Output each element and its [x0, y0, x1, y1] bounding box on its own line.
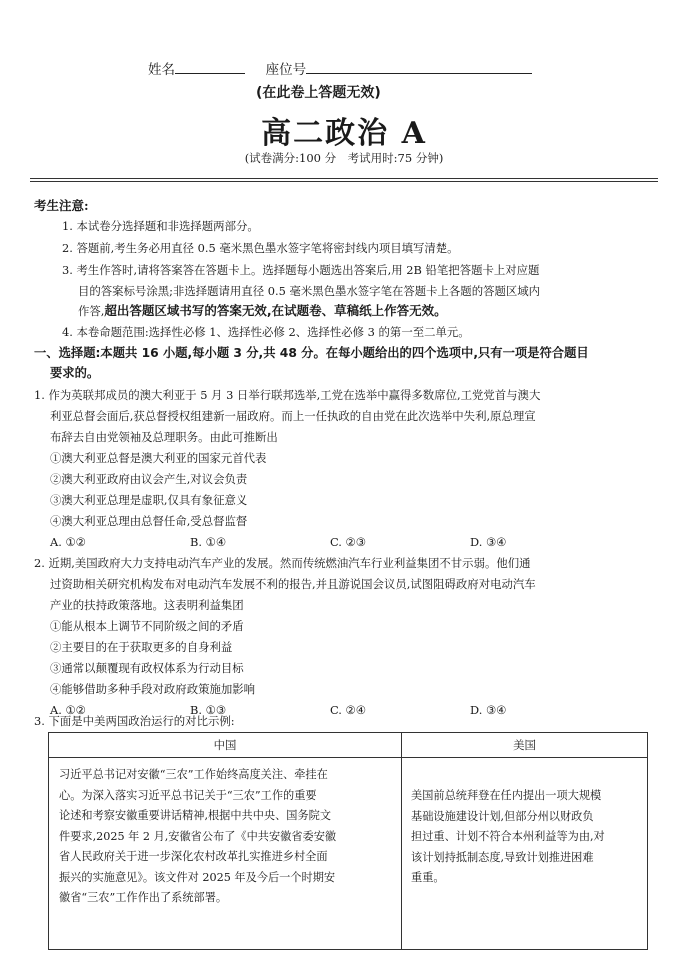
table-cell-line: 担过重、计划不符合本州利益等为由,对 — [411, 830, 605, 843]
question-stem: 产业的扶持政策落地。这表明利益集团 — [50, 598, 244, 612]
instruction-line: 2. 答题前,考生务必用直径 0.5 毫米黑色墨水签字笔将密封线内项目填写清楚。 — [62, 241, 459, 255]
table-cell-line: 心。为深入落实习近平总书记关于“三农”工作的重要 — [59, 788, 317, 802]
instructions-heading: 考生注意: — [34, 198, 89, 213]
question-stem: 过资助相关研究机构发布对电动汽车发展不利的报告,并且游说国会议员,试图阻碍政府对电动汽车 — [50, 577, 536, 591]
instruction-line: 目的答案标号涂黑;非选择题请用直径 0.5 毫米黑色墨水签字笔在答题卡上各题的答题区域内 — [78, 284, 541, 298]
table-cell-china — [59, 765, 399, 909]
table-header-usa: 美国 — [402, 733, 647, 758]
table-cell-usa — [411, 786, 643, 889]
question-stem: 利亚总督会面后,获总督授权组建新一届政府。而上一任执政的自由党在此次选举中失利,原总理宣 — [50, 409, 536, 423]
answer-notice: (在此卷上答题无效) — [256, 85, 381, 101]
question-item: ①澳大利亚总督是澳大利亚的国家元首代表 — [50, 451, 267, 465]
question-item: ④澳大利亚总理由总督任命,受总督监督 — [50, 514, 248, 528]
table-cell-line: 习近平总书记对安徽“三农”工作始终高度关注、牵挂在 — [59, 768, 328, 781]
question-stem: 布辞去自由党领袖及总理职务。由此可推断出 — [50, 430, 278, 444]
table-column-divider — [401, 733, 402, 949]
question-stem: 2. 近期,美国政府大力支持电动汽车产业的发展。然而传统燃油汽车行业利益集团不甘示弱。他们通 — [34, 556, 531, 570]
comparison-table — [48, 732, 648, 950]
table-cell-line: 件要求,2025 年 2 月,安徽省公布了《中共安徽省委安徽 — [59, 829, 337, 843]
question-item: ②澳大利亚政府由议会产生,对议会负责 — [50, 472, 248, 486]
question-item: ③通常以颠覆现有政权体系为行动目标 — [50, 661, 244, 675]
table-cell-line: 该计划持抵制态度,导致计划推进困难 — [411, 850, 594, 864]
option-d[interactable]: D. ③④ — [470, 535, 507, 549]
exam-info: (试卷满分:100 分 考试用时:75 分钟) — [244, 151, 444, 165]
question-item: ①能从根本上调节不同阶级之间的矛盾 — [50, 619, 244, 633]
seat-label: 座位号 — [265, 62, 307, 78]
instruction-line: 1. 本试卷分选择题和非选择题两部分。 — [62, 219, 259, 233]
header-rule-thick — [30, 178, 658, 179]
table-cell-line: 论述和考察安徽重要讲话精神,根据中共中央、国务院文 — [59, 809, 332, 822]
instruction-line: 3. 考生作答时,请将答案答在答题卡上。选择题每小题选出答案后,用 2B 铅笔把答题卡上对应题 — [62, 263, 540, 277]
instruction-line: 4. 本卷命题范围:选择性必修 1、选择性必修 2、选择性必修 3 的第一至二单元。 — [62, 325, 470, 339]
question-stem: 1. 作为英联邦成员的澳大利亚于 5 月 3 日举行联邦选举,工党在选举中赢得多数席位,工党党首与澳大 — [34, 388, 541, 402]
table-cell-line: 美国前总统拜登在任内提出一项大规模 — [411, 789, 602, 802]
option-d[interactable]: D. ③④ — [470, 703, 507, 717]
option-a[interactable]: A. ①② — [50, 703, 86, 717]
table-cell-line: 振兴的实施意见》。该文件对 2025 年及今后一个时期安 — [59, 870, 336, 884]
table-cell-line: 重重。 — [411, 871, 445, 884]
student-info-line — [148, 58, 532, 78]
bold-warning: 超出答题区域书写的答案无效,在试题卷、草稿纸上作答无效。 — [104, 303, 447, 318]
question-item: ③澳大利亚总理是虚职,仅具有象征意义 — [50, 493, 248, 507]
table-cell-line: 基础设施建设计划,但部分州以财政负 — [411, 809, 594, 823]
section-heading-cont: 要求的。 — [50, 366, 100, 380]
option-a[interactable]: A. ①② — [50, 535, 86, 549]
question-item: ④能够借助多种手段对政府政策施加影响 — [50, 682, 256, 696]
option-c[interactable]: C. ②③ — [330, 535, 366, 549]
section-heading: 一、选择题:本题共 16 小题,每小题 3 分,共 48 分。在每小题给出的四个选项中,只有一项是符合题目 — [34, 346, 589, 360]
option-b[interactable]: B. ①③ — [190, 703, 227, 717]
option-c[interactable]: C. ②④ — [330, 703, 366, 717]
instruction-line-with-warning — [78, 301, 447, 321]
seat-blank[interactable] — [306, 59, 532, 74]
header-rule-thin — [30, 181, 658, 182]
table-cell-line: 省人民政府关于进一步深化农村改革扎实推进乡村全面 — [59, 850, 328, 863]
name-label: 姓名 — [148, 62, 175, 78]
question-stem: 3. 下面是中美两国政治运行的对比示例: — [34, 714, 235, 728]
question-item: ②主要目的在于获取更多的自身利益 — [50, 640, 233, 654]
instruction-line: 作答, — [78, 304, 105, 318]
option-b[interactable]: B. ①④ — [190, 535, 227, 549]
name-blank[interactable] — [175, 59, 245, 74]
page-title: 高二政治 A — [261, 116, 427, 151]
table-cell-line: 徽省“三农”工作作出了系统部署。 — [59, 891, 228, 904]
table-header-china: 中国 — [49, 733, 401, 758]
